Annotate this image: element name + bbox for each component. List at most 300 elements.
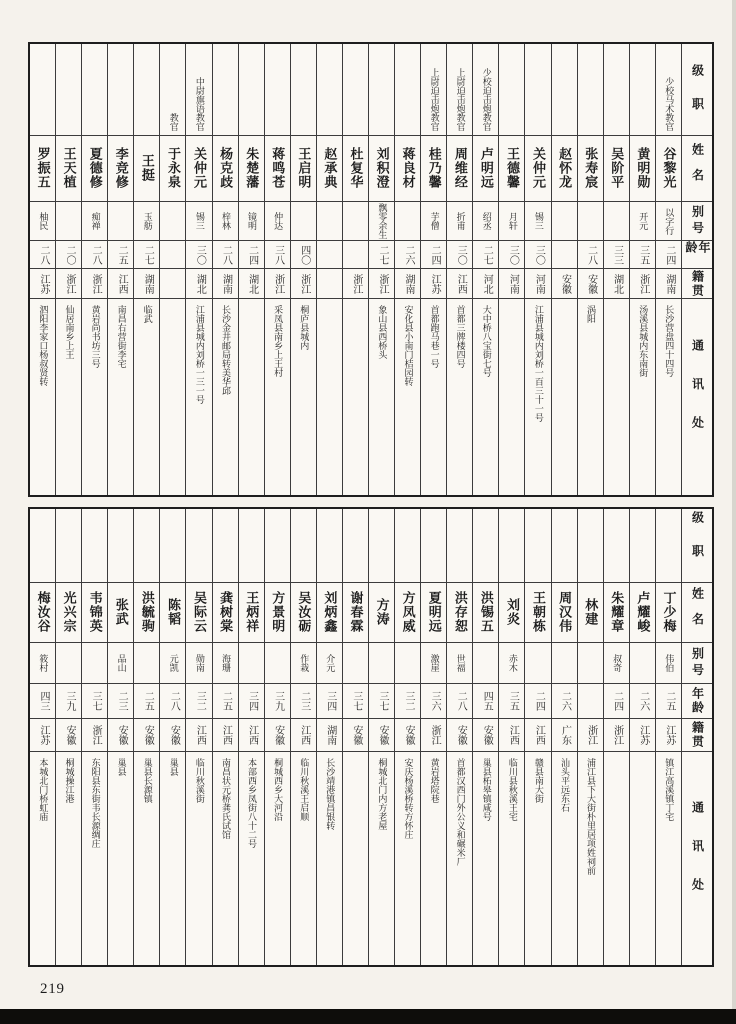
address-text: 南昌右营街李宅 <box>116 305 127 368</box>
alias-text: 锡三 <box>533 212 544 230</box>
name-cell <box>656 583 681 643</box>
header-age-label: 年龄 <box>690 687 705 715</box>
alias-text: 镜明 <box>247 212 258 230</box>
age-cell <box>656 684 681 719</box>
origin-cell <box>56 719 81 752</box>
person-column <box>551 44 577 495</box>
origin-cell <box>213 269 238 299</box>
age-cell <box>108 684 133 719</box>
origin-cell <box>473 719 498 752</box>
origin-text: 江西 <box>455 273 467 294</box>
person-column <box>55 44 81 495</box>
alias-text: 作栽 <box>299 654 310 672</box>
age-text: 四五 <box>481 691 493 711</box>
alias-text: 筱村 <box>38 654 49 672</box>
alias-cell <box>421 643 446 684</box>
address-cell <box>630 752 655 965</box>
address-cell <box>30 299 55 495</box>
name-cell <box>186 136 211 202</box>
origin-text: 浙江 <box>611 725 623 745</box>
name-cell <box>291 583 316 643</box>
header-alias-label: 别号 <box>690 646 705 680</box>
address-text: 采凤县南乡上王村 <box>273 305 284 377</box>
rank-cell <box>369 44 394 136</box>
name-cell <box>265 583 290 643</box>
age-cell <box>265 684 290 719</box>
age-cell <box>239 241 264 269</box>
origin-text: 浙江 <box>429 725 441 745</box>
address-text: 汤溪县城内东南街 <box>638 305 649 377</box>
name-cell <box>291 136 316 202</box>
name-text: 王启明 <box>296 147 312 190</box>
rank-cell <box>343 44 368 136</box>
age-text: 二八 <box>455 691 467 711</box>
age-cell <box>291 241 316 269</box>
name-cell <box>421 136 446 202</box>
address-text: 桐城操江港 <box>64 758 75 803</box>
alias-text: 月轩 <box>507 212 518 230</box>
age-text: 二八 <box>90 244 102 265</box>
rank-cell <box>30 44 55 136</box>
origin-cell <box>82 719 107 752</box>
address-text: 桐城北门内方老屋 <box>377 758 388 830</box>
address-cell <box>369 752 394 965</box>
name-cell <box>213 583 238 643</box>
origin-text: 江西 <box>298 725 310 745</box>
age-text: 三七 <box>90 691 102 711</box>
origin-cell <box>578 269 603 299</box>
rank-cell <box>604 509 629 583</box>
header-origin <box>682 719 712 752</box>
person-column <box>212 509 238 965</box>
age-text: 二五 <box>116 244 128 265</box>
origin-text: 江西 <box>533 725 545 745</box>
rank-cell <box>186 44 211 136</box>
person-column <box>420 44 446 495</box>
age-text: 二三 <box>116 691 128 711</box>
header-address-label: 通讯处 <box>690 339 705 455</box>
age-text: 四〇 <box>298 244 310 265</box>
age-text: 三六 <box>429 691 441 711</box>
address-cell <box>265 299 290 495</box>
address-text: 临武 <box>142 305 153 323</box>
origin-cell <box>421 269 446 299</box>
origin-text: 浙江 <box>637 273 649 294</box>
alias-text: 开元 <box>638 212 649 230</box>
name-cell <box>499 136 524 202</box>
origin-text: 安徽 <box>350 725 362 745</box>
origin-text: 湖南 <box>220 273 232 294</box>
name-text: 周汉伟 <box>557 591 573 634</box>
person-column <box>498 44 524 495</box>
name-text: 王炳祥 <box>244 591 260 634</box>
age-cell <box>343 684 368 719</box>
age-cell <box>447 684 472 719</box>
address-cell <box>134 299 159 495</box>
age-cell <box>369 684 394 719</box>
address-cell <box>395 752 420 965</box>
rank-cell <box>265 44 290 136</box>
name-text: 卢明远 <box>478 147 494 190</box>
rank-cell <box>630 509 655 583</box>
name-cell <box>160 583 185 643</box>
origin-text: 湖北 <box>611 273 623 294</box>
header-address-label: 通讯处 <box>690 800 705 917</box>
rank-text: 上尉迫击炮教官 <box>429 68 440 131</box>
origin-cell <box>186 269 211 299</box>
name-text: 王天植 <box>61 147 77 190</box>
address-text: 首都跑马巷一号 <box>429 305 440 368</box>
age-cell <box>186 684 211 719</box>
address-text: 桐庐县城内 <box>299 305 310 350</box>
rank-cell <box>499 44 524 136</box>
origin-text: 江西 <box>246 725 258 745</box>
name-cell <box>134 136 159 202</box>
name-cell <box>656 136 681 202</box>
age-cell <box>525 684 550 719</box>
origin-text: 江苏 <box>37 273 49 294</box>
age-cell <box>473 241 498 269</box>
person-column <box>342 509 368 965</box>
origin-text: 江苏 <box>637 725 649 745</box>
address-text: 临川秋溪王启顺 <box>299 758 310 821</box>
person-column <box>290 44 316 495</box>
origin-text: 安徽 <box>585 273 597 294</box>
lower-person-columns <box>30 509 681 965</box>
header-rank <box>682 509 712 583</box>
name-cell <box>421 583 446 643</box>
address-text: 镇江高溪镇丁宅 <box>664 758 675 821</box>
name-text: 林建 <box>583 598 599 627</box>
header-name <box>682 583 712 643</box>
address-text: 黄岩尚书坊三号 <box>90 305 101 368</box>
person-column <box>290 509 316 965</box>
person-column <box>498 509 524 965</box>
alias-cell <box>421 202 446 241</box>
header-origin-label: 籍贯 <box>690 721 705 749</box>
age-cell <box>578 684 603 719</box>
address-text: 江浦县城内刘桥一三一号 <box>194 305 205 404</box>
origin-cell <box>421 719 446 752</box>
age-cell <box>395 684 420 719</box>
origin-cell <box>552 269 577 299</box>
name-text: 关仲元 <box>192 147 208 190</box>
name-text: 吴阶平 <box>609 147 625 190</box>
name-text: 赵怀龙 <box>557 147 573 190</box>
address-text: 临川秋溪街 <box>194 758 205 803</box>
address-text: 泗阳李家口杨叔贤转 <box>38 305 49 386</box>
address-cell <box>160 299 185 495</box>
name-cell <box>604 583 629 643</box>
origin-cell <box>134 269 159 299</box>
rank-cell <box>421 44 446 136</box>
person-column <box>472 509 498 965</box>
address-text: 巢县 <box>168 758 179 776</box>
rank-cell <box>395 44 420 136</box>
address-cell <box>578 299 603 495</box>
address-cell <box>213 299 238 495</box>
origin-cell <box>630 719 655 752</box>
rank-cell <box>213 44 238 136</box>
name-cell <box>265 136 290 202</box>
age-text: 二八 <box>37 244 49 265</box>
age-text: 三五 <box>637 244 649 265</box>
name-text: 夏德修 <box>87 147 103 190</box>
origin-cell <box>56 269 81 299</box>
address-cell <box>265 752 290 965</box>
rank-cell <box>552 44 577 136</box>
name-text: 谷黎光 <box>661 147 677 190</box>
rank-cell <box>82 44 107 136</box>
header-rank-label: 级职 <box>690 63 705 131</box>
person-column <box>30 44 55 495</box>
alias-text: 绍丞 <box>481 212 492 230</box>
rank-cell <box>134 509 159 583</box>
alias-cell <box>56 202 81 241</box>
name-text: 张寿宸 <box>583 147 599 190</box>
rank-cell <box>473 44 498 136</box>
alias-cell <box>630 202 655 241</box>
alias-cell <box>552 202 577 241</box>
alias-cell <box>213 643 238 684</box>
address-text: 南昌状元桥龚氏试馆 <box>220 758 231 839</box>
alias-text: 叔奇 <box>612 654 623 672</box>
alias-text: 锡三 <box>194 212 205 230</box>
alias-text: 折甫 <box>455 212 466 230</box>
origin-text: 湖北 <box>194 273 206 294</box>
origin-cell <box>525 719 550 752</box>
header-age <box>682 241 712 269</box>
rank-cell <box>578 44 603 136</box>
name-text: 谢春霖 <box>348 591 364 634</box>
age-cell <box>82 684 107 719</box>
person-column <box>316 44 342 495</box>
header-address <box>682 752 712 965</box>
age-text: 二四 <box>533 691 545 711</box>
name-text: 赵承典 <box>322 147 338 190</box>
name-cell <box>499 583 524 643</box>
name-text: 张武 <box>113 598 129 627</box>
name-cell <box>30 583 55 643</box>
address-cell <box>56 752 81 965</box>
alias-cell <box>447 643 472 684</box>
age-cell <box>343 241 368 269</box>
origin-text: 浙江 <box>585 725 597 745</box>
age-cell <box>213 241 238 269</box>
person-column <box>185 509 211 965</box>
name-cell <box>343 136 368 202</box>
origin-cell <box>656 269 681 299</box>
person-column <box>603 44 629 495</box>
origin-text: 浙江 <box>64 273 76 294</box>
rank-cell <box>82 509 107 583</box>
rank-cell <box>395 509 420 583</box>
person-column <box>368 509 394 965</box>
age-cell <box>552 684 577 719</box>
alias-cell <box>239 202 264 241</box>
origin-cell <box>317 719 342 752</box>
alias-cell <box>30 202 55 241</box>
origin-text: 浙江 <box>298 273 310 294</box>
origin-text: 安徽 <box>559 273 571 294</box>
address-cell <box>473 299 498 495</box>
name-text: 龚树棠 <box>218 591 234 634</box>
origin-text: 江西 <box>220 725 232 745</box>
alias-cell <box>134 202 159 241</box>
alias-text: 元凯 <box>168 654 179 672</box>
name-text: 刘积澄 <box>374 147 390 190</box>
name-text: 杜复华 <box>348 147 364 190</box>
origin-cell <box>30 719 55 752</box>
person-column <box>159 44 185 495</box>
name-text: 周维经 <box>452 147 468 190</box>
origin-text: 广东 <box>559 725 571 745</box>
alias-text: 飘零余生 <box>377 203 388 239</box>
name-cell <box>186 583 211 643</box>
name-cell <box>56 136 81 202</box>
age-cell <box>317 241 342 269</box>
name-cell <box>447 136 472 202</box>
age-cell <box>421 241 446 269</box>
person-column <box>629 44 655 495</box>
person-column <box>368 44 394 495</box>
alias-cell <box>186 202 211 241</box>
name-text: 李竞修 <box>113 147 129 190</box>
name-cell <box>369 136 394 202</box>
rank-cell <box>108 44 133 136</box>
alias-cell <box>604 643 629 684</box>
name-cell <box>82 583 107 643</box>
alias-cell <box>30 643 55 684</box>
origin-text: 湖南 <box>403 273 415 294</box>
address-cell <box>473 752 498 965</box>
alias-text: 世福 <box>455 654 466 672</box>
origin-text: 安徽 <box>116 725 128 745</box>
name-text: 黄明勋 <box>635 147 651 190</box>
age-text: 三二 <box>194 691 206 711</box>
origin-cell <box>82 269 107 299</box>
age-cell <box>213 684 238 719</box>
address-text: 东阳县东街韦长源绸庄 <box>90 758 101 848</box>
address-cell <box>499 299 524 495</box>
alias-cell <box>265 643 290 684</box>
name-text: 罗振五 <box>35 147 51 190</box>
address-text: 涡阳 <box>586 305 597 323</box>
header-name <box>682 136 712 202</box>
origin-cell <box>108 269 133 299</box>
origin-cell <box>473 269 498 299</box>
address-cell <box>134 752 159 965</box>
address-cell <box>656 299 681 495</box>
person-column <box>394 509 420 965</box>
origin-cell <box>317 269 342 299</box>
age-cell <box>630 241 655 269</box>
alias-cell <box>213 202 238 241</box>
origin-text: 安徽 <box>142 725 154 745</box>
alias-text: 勋南 <box>194 654 205 672</box>
rank-cell <box>265 509 290 583</box>
name-cell <box>134 583 159 643</box>
person-column <box>133 44 159 495</box>
age-cell <box>630 684 655 719</box>
origin-text: 河南 <box>533 273 545 294</box>
name-text: 卢耀峻 <box>635 591 651 634</box>
age-cell <box>604 684 629 719</box>
address-cell <box>239 752 264 965</box>
alias-cell <box>578 643 603 684</box>
origin-text: 安徽 <box>403 725 415 745</box>
person-column <box>81 44 107 495</box>
person-column <box>342 44 368 495</box>
origin-cell <box>291 719 316 752</box>
origin-text: 浙江 <box>90 725 102 745</box>
person-column <box>107 509 133 965</box>
age-text: 三二 <box>403 691 415 711</box>
alias-text: 梓林 <box>220 212 231 230</box>
alias-cell <box>82 643 107 684</box>
age-cell <box>56 684 81 719</box>
person-column <box>577 44 603 495</box>
age-text: 二五 <box>220 691 232 711</box>
alias-text: 柚民 <box>38 212 49 230</box>
header-origin-label: 籍贯 <box>690 269 705 298</box>
alias-cell <box>525 643 550 684</box>
age-text: 三四 <box>246 691 258 711</box>
address-cell <box>82 299 107 495</box>
alias-text: 海珊 <box>220 654 231 672</box>
name-text: 蒋良材 <box>400 147 416 190</box>
rank-cell <box>656 509 681 583</box>
address-text: 桐城西乡大河沿 <box>273 758 284 821</box>
name-text: 夏明远 <box>426 591 442 634</box>
address-cell <box>421 752 446 965</box>
name-text: 杨克歧 <box>218 147 234 190</box>
name-cell <box>343 583 368 643</box>
rank-cell <box>56 44 81 136</box>
name-cell <box>630 583 655 643</box>
origin-cell <box>630 269 655 299</box>
rank-cell <box>552 509 577 583</box>
alias-cell <box>499 202 524 241</box>
header-age-label: 年龄 <box>684 241 711 255</box>
address-cell <box>186 299 211 495</box>
address-cell <box>160 752 185 965</box>
origin-text: 安徽 <box>455 725 467 745</box>
rank-cell <box>604 44 629 136</box>
origin-text: 河北 <box>481 273 493 294</box>
header-alias <box>682 643 712 684</box>
address-cell <box>630 299 655 495</box>
alias-cell <box>656 202 681 241</box>
origin-cell <box>239 269 264 299</box>
alias-cell <box>82 202 107 241</box>
origin-text: 浙江 <box>350 273 362 294</box>
address-cell <box>369 299 394 495</box>
age-text: 三〇 <box>533 244 545 265</box>
origin-cell <box>265 719 290 752</box>
age-cell <box>134 241 159 269</box>
alias-text: 玉舫 <box>142 212 153 230</box>
age-cell <box>82 241 107 269</box>
person-column <box>446 44 472 495</box>
origin-cell <box>499 719 524 752</box>
origin-cell <box>525 269 550 299</box>
address-cell <box>291 752 316 965</box>
alias-text: 以字行 <box>664 207 675 235</box>
address-text: 首都三牌楼四号 <box>455 305 466 368</box>
rank-cell <box>291 44 316 136</box>
origin-text: 湖北 <box>246 273 258 294</box>
